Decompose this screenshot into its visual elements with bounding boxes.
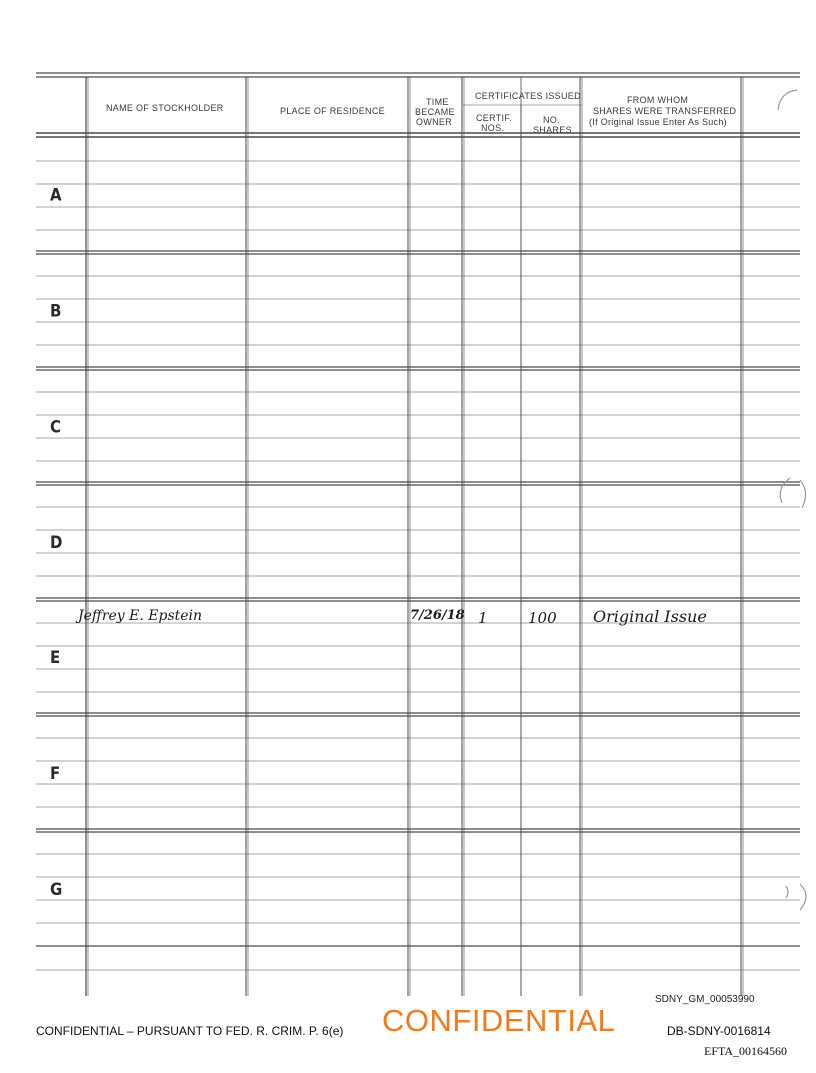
entry-date-became-owner: 7/26/18	[410, 608, 465, 623]
section-letter-e: E	[50, 646, 61, 668]
punch-hole-arc-top	[778, 90, 797, 110]
section-letter-a: A	[50, 184, 62, 206]
header-certificates-issued: CERTIFICATES ISSUED	[475, 91, 581, 101]
header-time-became-owner-3: OWNER	[416, 117, 452, 127]
header-time-became-owner-2: BECAME	[415, 107, 455, 117]
punch-hole-arc-bottom	[786, 884, 806, 910]
header-from-whom-2: SHARES WERE TRANSFERRED	[593, 106, 737, 116]
header-no-shares-2: SHARES	[533, 125, 572, 135]
section-letter-b: B	[50, 300, 62, 322]
section-letter-c: C	[50, 416, 62, 438]
entry-number-of-shares: 100	[528, 609, 557, 627]
entry-stockholder-name: Jeffrey E. Epstein	[78, 608, 203, 624]
section-letter-g: G	[50, 878, 63, 900]
header-no-shares-1: NO.	[543, 115, 560, 125]
punch-hole-marks	[778, 90, 806, 910]
confidentiality-notice: CONFIDENTIAL – PURSUANT TO FED. R. CRIM. P. 6(e)	[36, 1024, 344, 1038]
header-from-whom-3: (If Original Issue Enter As Such)	[589, 117, 727, 127]
header-time-became-owner-1: TIME	[426, 97, 449, 107]
bates-number-gm: SDNY_GM_00053990	[655, 994, 755, 1005]
header-certif-nos-1: CERTIF.	[476, 113, 512, 123]
confidential-stamp: CONFIDENTIAL	[382, 1003, 616, 1038]
header-certif-nos-2: NOS.	[481, 123, 505, 133]
entry-from-whom: Original Issue	[593, 607, 707, 626]
header-name-of-stockholder: NAME OF STOCKHOLDER	[106, 103, 224, 113]
bates-number-db: DB-SDNY-0016814	[667, 1024, 771, 1038]
header-place-of-residence: PLACE OF RESIDENCE	[280, 106, 385, 116]
entry-certificate-number: 1	[478, 609, 488, 627]
section-letter-f: F	[50, 762, 61, 784]
header-from-whom-1: FROM WHOM	[627, 95, 689, 105]
efta-number: EFTA_00164560	[704, 1044, 788, 1058]
section-letter-d: D	[50, 531, 63, 553]
